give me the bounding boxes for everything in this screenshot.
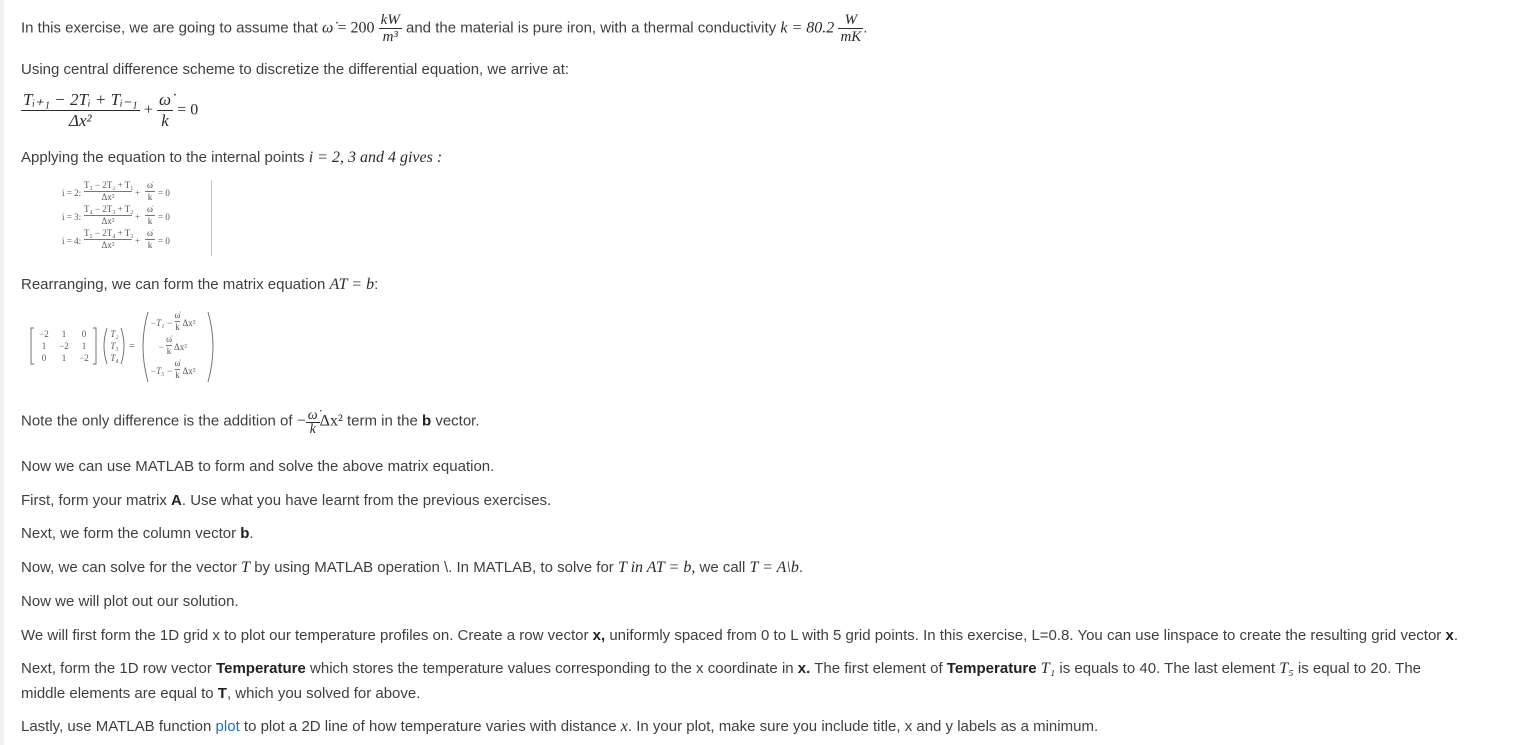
column-vector-text: Next, we form the column vector b. <box>21 525 254 542</box>
plot-intro-text: Now we will plot out our solution. <box>21 593 239 610</box>
intro-text-2: and the material is pure iron, with a thermal conductivity <box>406 19 777 37</box>
k: k <box>175 322 180 332</box>
note-omega-over-k: $\frac{\omegȧ}{k}$ <box>307 408 318 437</box>
omega-value: = 200 <box>337 19 375 37</box>
unit-fraction: $\frac{kW}{\text{m³}}$ <box>380 12 400 45</box>
internal-points-math: i = 2, 3 and 4 gives : <box>308 149 443 166</box>
matrix-system <box>28 310 218 384</box>
equation-numerator: T₄ − 2T₃ + T₂ <box>84 204 134 214</box>
omega: ω̇ <box>174 358 181 368</box>
omega: ω̇ <box>145 228 155 240</box>
vector-t-cell: T₄ <box>110 353 119 363</box>
equation-numerator: T₃ − 2T₂ + T₁ <box>84 180 134 190</box>
omega: ω̇ <box>145 180 155 192</box>
matrix-equation-math: AT = b <box>329 276 375 293</box>
matrix-a-cell: −2 <box>39 329 49 339</box>
equation-plus: + <box>135 188 141 198</box>
omega-over-k: $\frac{\omegȧ}{k}$ <box>159 90 172 130</box>
plot-instruction-text: Lastly, use MATLAB function plot to plot a 2D line of how temperature varies with distance x. In your plot, make sure you include title, x and y labels as a minimum. <box>21 718 1099 735</box>
matrix-a-cell: 1 <box>41 341 47 351</box>
internal-points-text: Applying the equation to the internal points i = 2, 3 and 4 gives : <box>21 149 443 166</box>
matrix-a-cell: 1 <box>61 353 67 363</box>
conductivity-value: k = 80.2 <box>780 19 835 37</box>
vector-t-cell: T₃ <box>110 341 119 351</box>
b-prefix: −T₁ − <box>150 318 173 328</box>
equation-omega-k <box>145 204 155 227</box>
equation-rhs: = 0 <box>158 212 170 222</box>
omega: ω̇ <box>166 334 173 344</box>
matrix-a-cell: 0 <box>81 329 87 339</box>
vector-b-cell <box>150 310 195 334</box>
matrix-a-cell: 1 <box>61 329 67 339</box>
k: k <box>175 370 180 380</box>
equation-plus: + <box>135 236 141 246</box>
matrix-a-cell: 1 <box>81 341 87 351</box>
equation-fraction <box>84 180 132 203</box>
b-dx: Δx² <box>182 366 196 376</box>
b-vector-bold: b <box>421 412 432 430</box>
equation-numerator: T₅ − 2T₄ + T₃ <box>84 228 134 238</box>
conductivity-unit: $\frac{W}{mK}$ <box>840 12 862 45</box>
matrix-equation-text: Rearranging, we can form the matrix equation AT = b: <box>21 276 379 293</box>
equation-label: i = 4: <box>62 236 82 246</box>
form-matrix-text: First, form your matrix A. Use what you have learnt from the previous exercises. <box>21 492 552 509</box>
vector-t-cell: T₂ <box>110 329 119 339</box>
main-fraction: $\frac{\text{Tᵢ₊₁ − 2Tᵢ + Tᵢ₋₁}}{\text{Δx²}}$ <box>23 90 138 130</box>
backslash-math: T = A\b <box>749 559 799 576</box>
matrix-a-cell: 0 <box>41 353 47 363</box>
matrix-a-bold: A <box>171 492 182 509</box>
equation-plus: + <box>135 212 141 222</box>
vector-b-cell <box>150 358 195 382</box>
k: k <box>166 346 172 356</box>
k: k <box>147 216 153 226</box>
vector-b-bold: b <box>240 525 250 542</box>
matrix-a-cell: −2 <box>79 353 89 363</box>
equation-label: i = 2: <box>62 188 82 198</box>
equation-label: i = 3: <box>62 212 82 222</box>
equation-fraction <box>84 228 132 251</box>
equation-rhs: = 0 <box>158 236 170 246</box>
equation-denominator: Δx² <box>101 216 115 226</box>
b-dx: Δx² <box>174 342 188 352</box>
intro-text: In this exercise, we are going to assume that <box>21 19 318 37</box>
equation-rhs: = 0 <box>158 188 170 198</box>
intro-paragraph: In this exercise, we are going to assume that ω̇ = 200 $\frac{kW}{\text{m³}}$ and the material is pure iron, with a thermal conductivity k = 80.2 $\frac{W}{mK}$ . <box>21 12 868 45</box>
left-gutter <box>0 0 4 745</box>
equation-denominator: Δx² <box>101 240 115 250</box>
temperature-vector-text-2: middle elements are equal to T, which you solved for above. <box>21 685 421 702</box>
grid-vector-text: We will first form the 1D grid x to plot our temperature profiles on. Create a row vector x, uniformly spaced from 0 to L with 5 grid points. In this exercise, L=0.8. You can use linspace to create the resulting grid vector x. <box>21 627 1458 644</box>
equation-omega-k <box>145 180 155 203</box>
main-equation: $\frac{\text{Tᵢ₊₁ − 2Tᵢ + Tᵢ₋₁}}{\text{Δx²}}$ + $\frac{\omegȧ}{k}$ = 0 <box>23 90 199 130</box>
omega: ω̇ <box>174 310 181 320</box>
b-prefix: −T₅ − <box>150 366 173 376</box>
temperature-vector-text: Next, form the 1D row vector Temperature which stores the temperature values corresponding to the x coordinate in x. The first element of Temperature T₁ is equals to 40. The last element T₅ is equal to 20. The <box>21 660 1422 677</box>
omega: ω̇ <box>145 204 155 216</box>
k: k <box>147 192 153 202</box>
equation-fraction <box>84 204 132 227</box>
solve-text: Now, we can solve for the vector T by using MATLAB operation \. In MATLAB, to solve for T in AT = b, we call T = A\b. <box>21 559 804 576</box>
plot-link[interactable]: plot <box>215 718 240 735</box>
central-difference-text: Using central difference scheme to discretize the differential equation, we arrive at: <box>21 61 570 78</box>
b-dx: Δx² <box>182 318 196 328</box>
b-omega-k <box>175 310 181 333</box>
b-omega-k <box>166 334 172 357</box>
equation-denominator: Δx² <box>101 192 115 202</box>
k: k <box>147 240 153 250</box>
vector-b-cell <box>158 334 187 358</box>
equation-omega-k <box>145 228 155 251</box>
equations-border <box>211 180 212 256</box>
omega-symbol: ω̇ <box>322 19 334 37</box>
b-prefix: − <box>158 342 165 352</box>
matlab-intro-text: Now we can use MATLAB to form and solve the above matrix equation. <box>21 458 495 475</box>
matrix-equals: = <box>129 341 135 352</box>
solve-math: T in AT = b, <box>617 559 696 576</box>
note-paragraph: Note the only difference is the addition of − $\frac{\omegȧ}{k}$ Δx² term in the b vector. <box>21 408 480 437</box>
b-omega-k <box>175 358 181 381</box>
matrix-a-cell: −2 <box>59 341 69 351</box>
